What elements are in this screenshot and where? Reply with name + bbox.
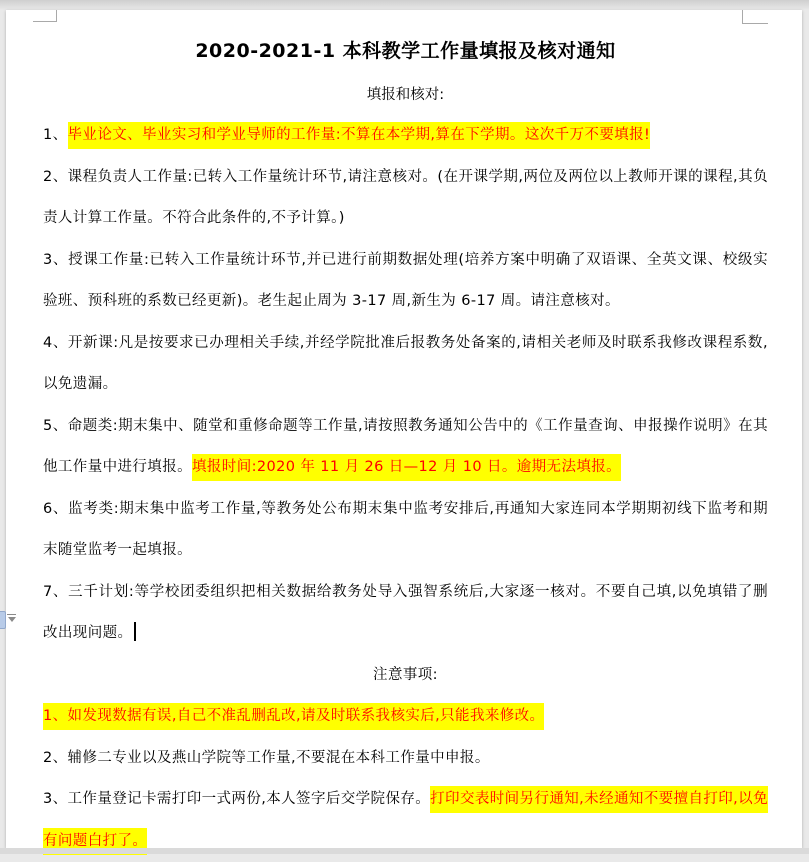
section-heading-fill-check: 填报和核对: [366,87,445,103]
item-text: 3、授课工作量:已转入工作量统计环节,并已进行前期数据处理(培养方案中明确了双语课、全英文课、校级实验班、预科班的系数已经更新)。老生起止周为 3-17 周,新生为 6-17 周。请注意核对。 [43,251,768,309]
notice-item-6 [43,489,768,572]
notice-item-7 [43,572,768,655]
text-boundary-mark-right [742,23,768,24]
document-body [43,115,768,862]
highlighted-text: 填报时间:2020 年 11 月 26 日—12 月 10 日。逾期无法填报。 [192,454,621,481]
item-text: 7、三千计划:等学校团委组织把相关数据给教务处导入强智系统后,大家逐一核对。不要自己填,以免填错了删改出现问题。 [43,583,768,641]
section-heading-notes [43,655,768,697]
note-item-1 [43,696,768,738]
item-text: 4、开新课:凡是按要求已办理相关手续,并经学院批准后报教务处备案的,请相关老师及时联系我修改课程系数,以免遗漏。 [43,334,768,392]
note-item-2 [43,738,768,780]
document-page[interactable] [6,10,802,848]
item-number: 1、 [43,127,68,143]
item-text: 6、监考类:期末集中监考工作量,等教务处公布期末集中监考安排后,再通知大家连同本学期期初线下监考和期末随堂监考一起填报。 [43,500,768,558]
highlighted-text: 打印交表时间另行通知,未经通知不要擅自打印,以免有问题白打了。 [43,786,768,855]
item-text: 2、辅修二专业以及燕山学院等工作量,不要混在本科工作量中申报。 [43,749,490,766]
dropdown-arrow-icon[interactable] [8,617,16,622]
heading-text: 注意事项: [373,666,438,683]
notice-item-3 [43,240,768,323]
floating-object-anchor-icon[interactable] [0,611,6,629]
notice-item-2 [43,157,768,240]
highlighted-text: 1、如发现数据有误,自己不准乱删乱改,请及时联系我核实后,只能我来修改。 [43,703,544,730]
text-boundary-mark-left [56,10,57,22]
text-boundary-mark-right [742,10,743,24]
item-text: 3、工作量登记卡需打印一式两份,本人签字后交学院保存。 [43,791,431,807]
page-bottom-edge [0,848,809,854]
notice-item-5 [43,406,768,489]
document-title: 2020-2021-1 本科教学工作量填报及核对通知 [195,40,616,62]
notice-item-4 [43,323,768,406]
canvas-top-shade [0,0,809,10]
notice-item-1 [43,115,768,157]
item-text: 5、命题类:期末集中、随堂和重修命题等工作量,请按照教务通知公告中的《工作量查询、申报操作说明》在其他工作量中进行填报。 [43,417,768,475]
text-boundary-mark-left [33,21,57,22]
text-cursor [134,622,136,641]
highlighted-text: 毕业论文、毕业实习和学业导师的工作量:不算在本学期,算在下学期。这次千万不要填报! [68,122,651,149]
item-text: 2、课程负责人工作量:已转入工作量统计环节,请注意核对。(在开课学期,两位及两位以上教师开课的课程,其负责人计算工作量。不符合此条件的,不予计算。) [43,168,768,226]
dropdown-arrow-icon[interactable] [7,614,16,615]
